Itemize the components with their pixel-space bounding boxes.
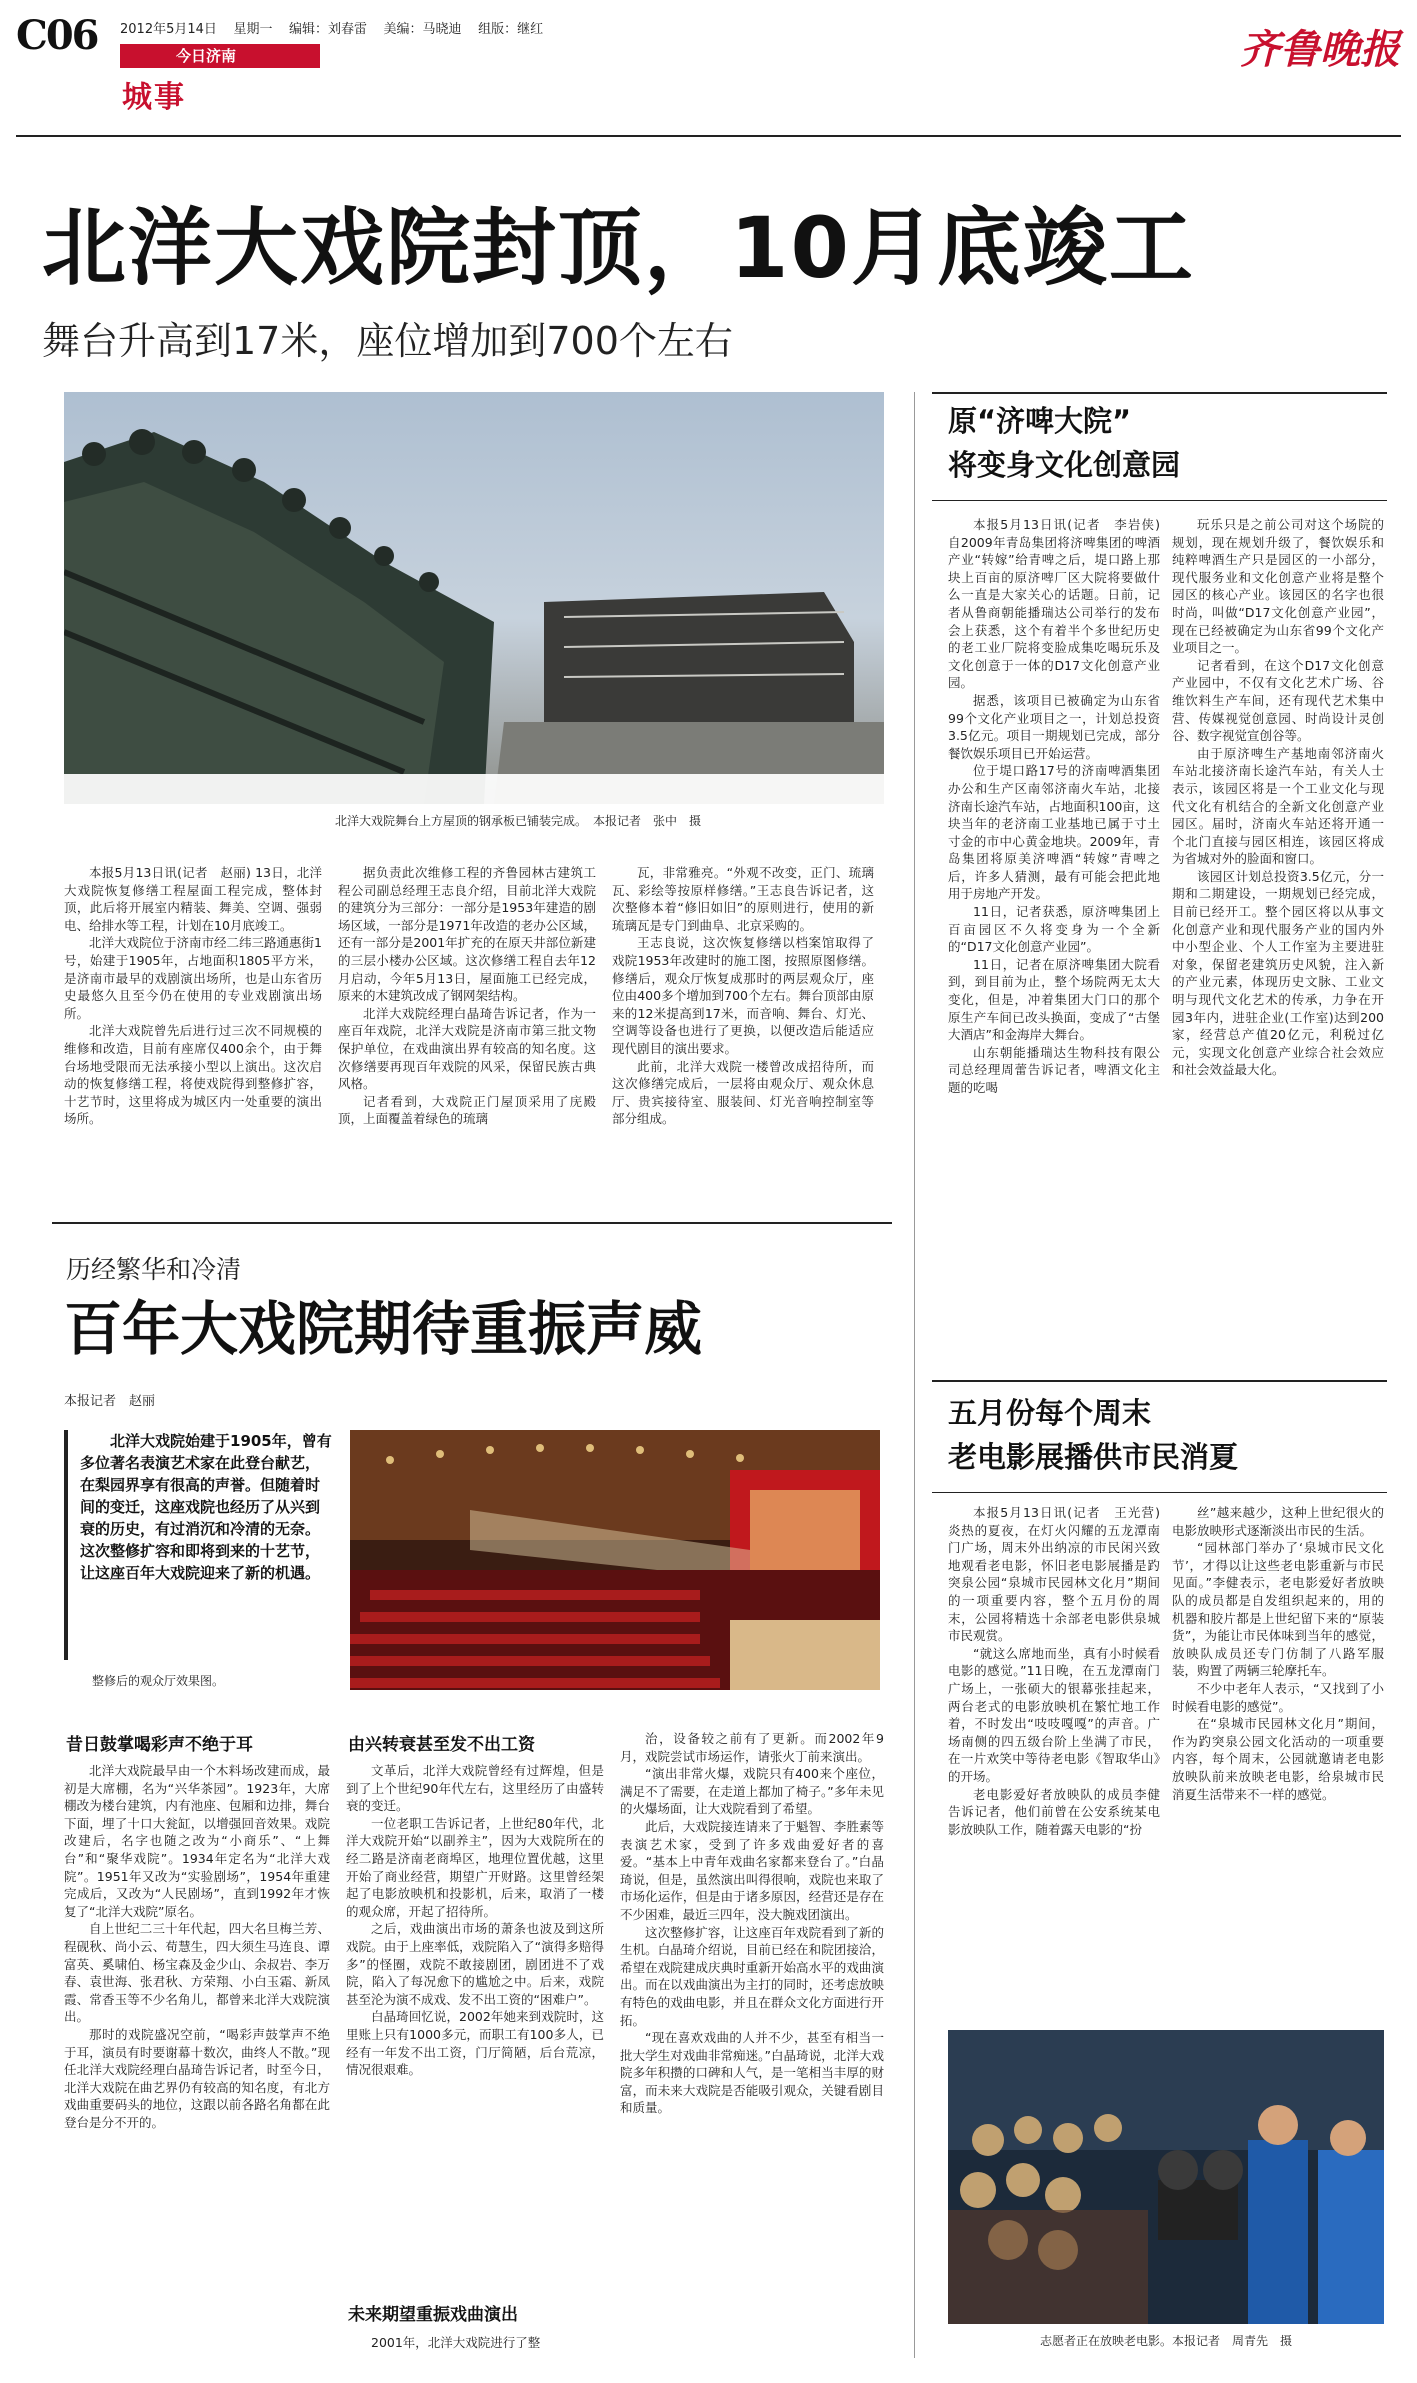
- lead-col1-para: 北洋大戏院位于济南市经二纬三路通惠街1号，始建于1905年，占地面积1805平方米，是济南市最早的戏剧演出场所，也是山东省历史最悠久且至今仍在使用的专业戏剧演出场所。: [64, 935, 322, 1021]
- feature-column-2: [346, 1730, 604, 2370]
- side1-col1-para: 本报5月13日讯(记者 李岩侠) 自2009年青岛集团将济啤集团的啤酒产业“转嫁”给青啤之后，堤口路上那块上百亩的原济啤厂区大院将要做什么一直是大家关心的话题。日前，记者从鲁商朝能播瑞达公司举行的发布会上获悉，这个有着半个多世纪历史的老工业厂院将变脸成集吃喝玩乐及文化创意于一体的D17文化创意产业园。: [948, 517, 1160, 691]
- lead-col2-para: 记者看到，大戏院正门屋顶采用了庑殿顶，上面覆盖着绿色的琉璃: [338, 1093, 596, 1127]
- side2-photo: [948, 2030, 1384, 2324]
- lead-col1-para: 本报5月13日讯(记者 赵丽) 13日，北洋大戏院恢复修缮工程屋面工程完成，整体封顶，此后将开展室内精装、舞美、空调、强弱电、给排水等工程，计划在10月底竣工。: [64, 865, 322, 933]
- feature-column-1: [64, 1730, 330, 2370]
- section-para: 自上世纪二三十年代起，四大名旦梅兰芳、程砚秋、尚小云、荀慧生，四大须生马连良、谭富英、奚啸伯、杨宝森及金少山、余叔岩、李万春、袁世海、张君秋、方荣翔、小白玉霜、新凤霞、常香玉等不少名角儿，都曾来北洋大戏院演出。: [64, 1921, 330, 2025]
- lead-photo-caption-bar: [64, 774, 884, 804]
- column-divider: [914, 392, 915, 2358]
- side1-col1-para: 11日，记者在原济啤集团大院看到，到目前为止，整个场院两无太大变化，但是，冲着集团大门口的那个原生产车间已改头换面，变成了“古堡大酒店”和金海岸大舞台。: [948, 956, 1160, 1043]
- side2-column-1: [948, 1504, 1160, 2010]
- paper-logo: 齐鲁晚报: [1240, 26, 1400, 73]
- side2-column-2: [1172, 1504, 1384, 2010]
- side1-col2-para: 玩乐只是之前公司对这个场院的规划，现在规划升级了，餐饮娱乐和纯粹啤酒生产只是园区的一小部分，现代服务业和文化创意产业将是整个园区的核心产业。该园区的名字也很时尚，叫做“D17文化创意产业园”，现在已经被确定为山东省99个文化产业项目之一。: [1172, 517, 1384, 656]
- side1-col1-para: 据悉，该项目已被确定为山东省99个文化产业项目之一，计划总投资3.5亿元。项目一期规划已完成，部分餐饮娱乐项目已开始运营。: [948, 692, 1160, 761]
- date: 2012年5月14日: [120, 22, 217, 37]
- section-para: 之后，戏曲演出市场的萧条也波及到这所戏院。由于上座率低，戏院陷入了“演得多赔得多”的怪圈，戏院不敢接剧团，剧团进不了戏院，陷入了每况愈下的尴尬之中。后来，戏院甚至沦为演不成戏、发不出工资的“困难户”。: [346, 1921, 604, 2007]
- feature-headline: 百年大戏院期待重振声威: [64, 1295, 703, 1363]
- feature-photo: [350, 1430, 880, 1690]
- side2-col1-para: “就这么席地而坐，真有小时候看电影的感觉。”11日晚，在五龙潭南门广场上，一张硕大的银幕张挂起来，两台老式的电影放映机在繁忙地工作着，不时发出“吱吱嘎嘎”的声音。广场南侧的四五级台阶上坐满了市民，在一片欢笑中等待老电影《智取华山》的开场。: [948, 1645, 1160, 1784]
- section-para: 这次整修扩容，让这座百年戏院看到了新的生机。白晶琦介绍说，目前已经在和院团接洽，希望在戏院建成庆典时重新开始高水平的戏曲演出。而在以戏曲演出为主打的同时，还考虑放映有特色的戏曲电影，并且在群众文化方面进行开拓。: [620, 1924, 884, 2028]
- feature-kicker: 历经繁华和冷清: [66, 1255, 242, 1284]
- section-para: 文革后，北洋大戏院曾经有过辉煌，但是到了上个世纪90年代左右，这里经历了由盛转衰的变迁。: [346, 1763, 604, 1814]
- side1-column-1: [948, 516, 1160, 1362]
- feature-column-3: [620, 1730, 884, 2370]
- feature-intro-box: [64, 1430, 334, 1660]
- weekday: 星期一: [233, 22, 273, 37]
- roof-illustration: [64, 392, 884, 804]
- side2-col2-para: “园林部门举办了‘泉城市民文化节’，才得以让这些老电影重新与市民见面。”李健表示，老电影爱好者放映队的成员都是自发组织起来的，用的机器和胶片都是上世纪留下来的“原装货”，为能让市民体味到当年的感觉，放映队成员还专门仿制了八路军服装，购置了两辆三轮摩托车。: [1172, 1540, 1384, 1679]
- side1-sub-rule: [932, 500, 1387, 501]
- feature-intro: 北洋大戏院始建于1905年，曾有多位著名表演艺术家在此登台献艺，在梨园界享有很高的声誉。但随着时间的变迁，这座戏院也经历了从兴到衰的历史，有过消沉和冷清的无奈。这次整修扩容和即将到来的十艺节，让这座百年大戏院迎来了新的机遇。: [80, 1432, 332, 1582]
- side2-headline-2: 老电影展播供市民消夏: [948, 1440, 1239, 1474]
- section-tag: 今日济南: [120, 44, 320, 68]
- section-para: “现在喜欢戏曲的人并不少，甚至有相当一批大学生对戏曲非常痴迷。”白晶琦说，北洋大戏院多年积攒的口碑和人气，是一笔相当丰厚的财富，而未来大戏院是否能吸引观众，关键看剧目和质量。: [620, 2030, 884, 2116]
- lead-photo-caption: 北洋大戏院舞台上方屋顶的钢承板已铺装完成。 本报记者 张中 摄: [335, 814, 702, 828]
- section-para: 一位老职工告诉记者，上世纪80年代，北洋大戏院开始“以副养主”，因为大戏院所在的经二路是济南老商埠区，地理位置优越，这里开始了商业经营，期望广开财路。这里曾经架起了电影放映机和投影机，后来，取消了一楼的观众席，开起了招待所。: [346, 1815, 604, 1919]
- side1-top-rule: [932, 392, 1387, 394]
- feature-top-rule: [52, 1222, 892, 1224]
- lead-col3-para: 王志良说，这次恢复修缮以档案馆取得了戏院1953年改建时的施工图，按照原图修缮。修缮后，观众厅恢复成那时的两层观众厅，座位由400多个增加到700个左右。舞台顶部由原来的12米提高到17米，而音响、舞台、灯光、空调等设备也进行了更换，以便改造后能适应现代剧目的演出要求。: [612, 935, 874, 1056]
- side1-col1-para: 山东朝能播瑞达生物科技有限公司总经理周蕾告诉记者，啤酒文化主题的吃喝: [948, 1044, 1160, 1095]
- side2-sub-rule: [932, 1492, 1387, 1493]
- section-body: [346, 1762, 604, 2282]
- section-para: 北洋大戏院最早由一个木料场改建而成，最初是大席棚，名为“兴华茶园”。1923年，大席棚改为楼台建筑，内有池座、包厢和边排，舞台下面，埋了十口大瓮缸，以增强回音效果。戏院改建后，名字也随之改为“小商乐”、“上舞台”和“聚华戏院”。1934年定名为“北洋大戏院”。1951年又改为“实验剧场”，1954年重建完成后，又改为“人民剧场”，直到1992年才恢复了“北洋大戏院”原名。: [64, 1763, 330, 1919]
- side2-col1-para: 老电影爱好者放映队的成员李健告诉记者，他们前曾在公安系统某电影放映队工作，随着露天电影的“扮: [948, 1786, 1160, 1837]
- lead-headline: 北洋大戏院封顶，10月底竣工: [42, 199, 1195, 297]
- lead-column-1: [64, 864, 322, 1212]
- lead-column-3: [612, 864, 874, 1212]
- feature-photo-caption: 整修后的观众厅效果图。: [92, 1674, 225, 1688]
- theater-illustration: [350, 1430, 880, 1690]
- lead-photo: [64, 392, 884, 804]
- date-line: [120, 18, 543, 37]
- section-body: [346, 2334, 604, 2364]
- side2-col2-para: 在“泉城市民园林文化月”期间，作为趵突泉公园文化活动的一项重要内容，每个周末，公园就邀请老电影放映队前来放映老电影，给泉城市民消夏生活带来不一样的感觉。: [1172, 1716, 1384, 1802]
- side2-top-rule: [932, 1380, 1387, 1382]
- side1-col1-para: 位于堤口路17号的济南啤酒集团办公和生产区南邻济南火车站，北接济南长途汽车站，占地面积100亩，这块当年的老济南工业基地已属于寸土寸金的市中心黄金地块。2009年，青岛集团将原美济啤酒“转嫁”青啤之后，许多人猜测，最有可能会把此地用于房地产开发。: [948, 763, 1160, 902]
- side2-col1-para: 本报5月13日讯(记者 王光营) 炎热的夏夜，在灯火闪耀的五龙潭南门广场，周末外出纳凉的市民闲兴致地观看老电影，怀旧老电影展播是趵突泉公园“泉城市民园林文化月”期间的一项重要内容，整个五月份的周末，公园将精选十余部老电影供泉城市民观赏。: [948, 1505, 1160, 1644]
- lead-col3-para: 瓦，非常雅亮。“外观不改变，正门、琉璃瓦、彩绘等按原样修缮。”王志良告诉记者，这次整修本着“修旧如旧”的原则进行，使用的新琉璃瓦是专门到曲阜、北京采购的。: [612, 865, 874, 933]
- section-title: 城事: [122, 80, 186, 115]
- editor: 编辑：刘春雷: [288, 22, 367, 37]
- section-para: 治，设备较之前有了更新。而2002年9月，戏院尝试市场运作，请张火丁前来演出。: [620, 1731, 884, 1764]
- section-para: 那时的戏院盛况空前，“喝彩声鼓掌声不绝于耳，演员有时要谢幕十数次，曲终人不散。”现任北洋大戏院经理白晶琦告诉记者，时至今日，北洋大戏院在曲艺界仍有较高的知名度，有北方戏曲重要码头的地位，这跟以前各路名角都在此登台是分不开的。: [64, 2026, 330, 2130]
- side1-headline-1: 原“济啤大院”: [948, 404, 1132, 438]
- section-title: 未来期望重振戏曲演出: [348, 2305, 518, 2325]
- lead-col1-para: 北洋大戏院曾先后进行过三次不同规模的维修和改造，目前有座席仅400余个，由于舞台场地受限而无法承接小型以上演出。这次启动的恢复修缮工程，将使戏院得到整修扩容，十艺节时，这里将成为城区内一处重要的演出场所。: [64, 1023, 322, 1127]
- side1-col1-para: 11日，记者获悉，原济啤集团上百亩园区不久将变身为一个全新的“D17文化创意产业园”。: [948, 904, 1160, 955]
- section-body: [64, 1762, 330, 2362]
- side1-col2-para: 由于原济啤生产基地南邻济南火车站北接济南长途汽车站，有关人士表示，该园区将是一个工业文化与现代文化有机结合的全新文化创意产业园区。届时，济南火车站还将开通一个北门直接与园区相连，该园区将成为省城对外的脸面和窗口。: [1172, 745, 1384, 867]
- lead-col3-para: 此前，北洋大戏院一楼曾改成招待所，而这次修缮完成后，一层将由观众厅、观众休息厅、贵宾接待室、服装间、灯光音响控制室等部分组成。: [612, 1058, 874, 1127]
- section-para: “演出非常火爆，戏院只有400来个座位，满足不了需要，在走道上都加了椅子。”多年未见的火爆场面，让大戏院看到了希望。: [620, 1766, 884, 1817]
- section-title: 由兴转衰甚至发不出工资: [348, 1735, 535, 1755]
- layout-editor: 组版：继红: [478, 22, 544, 37]
- side1-col2-para: 记者看到，在这个D17文化创意产业园中，不仅有文化艺术广场、谷维饮料生产车间，还有现代艺术集中营、传媒视觉创意园、时尚设计灵创谷、数字视觉宣创谷等。: [1172, 657, 1384, 744]
- side1-headline-2: 将变身文化创意园: [948, 448, 1181, 482]
- side2-col2-para: 不少中老年人表示，“又找到了小时候看电影的感觉”。: [1172, 1680, 1384, 1714]
- side2-col2-para: 丝”越来越少，这种上世纪很火的电影放映形式逐渐淡出市民的生活。: [1172, 1505, 1384, 1538]
- lead-column-2: [338, 864, 596, 1212]
- page-number: C06: [16, 12, 98, 59]
- section-para: 2001年，北洋大戏院进行了整: [371, 2335, 541, 2350]
- lead-col2-para: 据负责此次维修工程的齐鲁园林古建筑工程公司副总经理王志良介绍，目前北洋大戏院的建筑分为三部分：一部分是1953年建造的剧场区域，一部分是1971年改造的老办公区域，还有一部分是2001年扩充的在原天井部位新建的三层小楼办公区域。这次修缮工程自去年12月启动，今年5月13日，屋面施工已经完成，原来的木建筑改成了钢网架结构。: [338, 865, 596, 1004]
- section-para: 此后，大戏院接连请来了于魁智、李胜素等表演艺术家，受到了许多戏曲爱好者的喜爱。“基本上中青年戏曲名家都来登台了。”白晶琦说，但是，虽然演出叫得很响，戏院也来取了市场化运作，但是由于诸多原因，经营还是存在不少困难，最近三四年，没大腕戏团演出。: [620, 1818, 884, 1922]
- screening-illustration: [948, 2030, 1384, 2324]
- section-title: 昔日鼓掌喝彩声不绝于耳: [66, 1735, 253, 1755]
- side2-photo-caption: 志愿者正在放映老电影。本报记者 周青先 摄: [1040, 2334, 1293, 2348]
- masthead-rule: [16, 135, 1401, 137]
- side1-column-2: [1172, 516, 1384, 1362]
- side1-col2-para: 该园区计划总投资3.5亿元，分一期和二期建设，一期规划已经完成，目前已经开工。整个园区将以从事文化创意产业和现代服务产业的国内外中小型企业、个人工作室为主要进驻对象，保留老建筑历史风貌，注入新的产业元素，体现历史文脉、工业文明与现代文化艺术的传承，力争在开园3年内，进驻企业(工作室)达到200家，经营总产值20亿元，利税过亿元，实现文化创意产业综合社会效应和社会效益最大化。: [1172, 868, 1384, 1078]
- lead-col2-para: 北洋大戏院经理白晶琦告诉记者，作为一座百年戏院，北洋大戏院是济南市第三批文物保护单位，在戏曲演出界有较高的知名度。这次修缮要再现百年戏院的风采，保留民族古典风格。: [338, 1005, 596, 1092]
- art-editor: 美编：马晓迪: [383, 22, 462, 37]
- section-para: 白晶琦回忆说，2002年她来到戏院时，这里账上只有1000多元，而职工有100多人，已经有一年发不出工资，门厅简陋，后台荒凉，情况很艰难。: [346, 2009, 604, 2078]
- lead-subhead: 舞台升高到17米，座位增加到700个左右: [42, 319, 733, 363]
- feature-byline: 本报记者 赵丽: [64, 1394, 156, 1409]
- side2-headline-1: 五月份每个周末: [948, 1396, 1152, 1430]
